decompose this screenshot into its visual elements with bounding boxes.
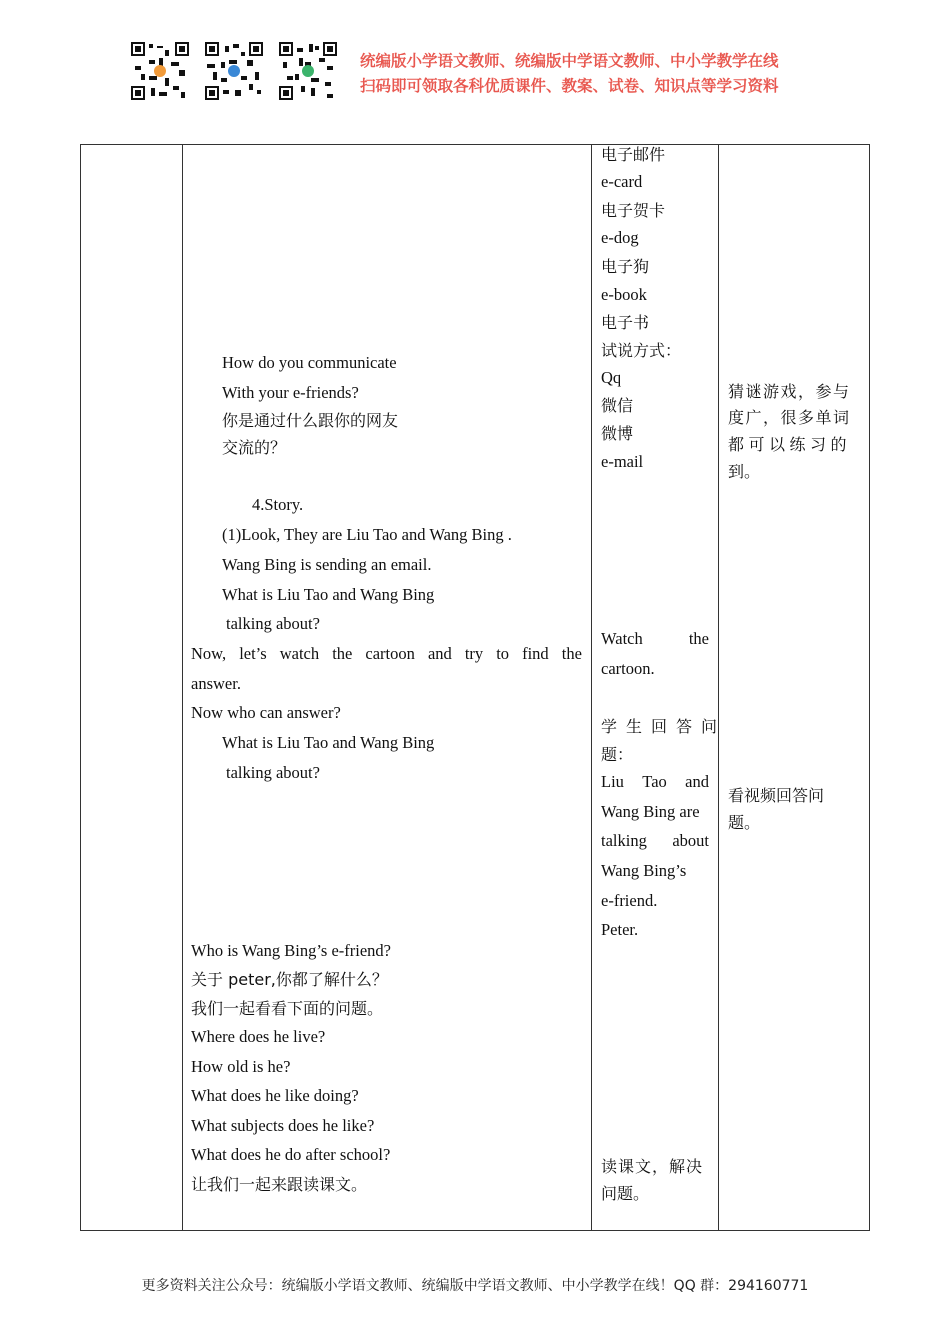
vocab-item: e-card <box>601 172 643 191</box>
question-line: 你是通过什么跟你的网友 <box>222 411 399 430</box>
student-activity: 读课文，解决 <box>601 1157 704 1176</box>
page-footer: 更多资料关注公众号：统编版小学语文教师、统编版中学语文教师、中小学教学在线！QQ 群：294160771 <box>141 1278 809 1294</box>
section-title: 4.Story. <box>252 495 304 514</box>
vocab-item: 电子邮件 <box>601 145 666 164</box>
question-line: What does he like doing? <box>191 1086 359 1105</box>
qr-code-icon <box>279 42 337 100</box>
design-note: 猜谜游戏，参与 <box>728 382 851 401</box>
design-note: 看视频回答问 <box>728 786 825 805</box>
student-activity: 问题。 <box>601 1184 650 1203</box>
word: and <box>427 644 452 663</box>
word: to <box>496 644 510 663</box>
word: about <box>672 831 709 850</box>
word: watch <box>279 644 320 663</box>
question-line: What subjects does he like? <box>191 1116 375 1135</box>
word: find <box>522 644 549 663</box>
word: Liu <box>601 772 624 791</box>
student-activity: 题： <box>601 745 634 764</box>
word: cartoon <box>365 644 415 663</box>
vocab-item: e-dog <box>601 228 639 247</box>
word: the <box>688 629 709 648</box>
vocab-item: 电子书 <box>601 313 650 332</box>
question-line: 交流的？ <box>222 438 287 457</box>
header-banner-line1: 统编版小学语文教师、统编版中学语文教师、中小学教学在线 <box>360 52 779 70</box>
vocab-item: e-book <box>601 285 647 304</box>
header-banner-line2: 扫码即可领取各科优质课件、教案、试卷、知识点等学习资料 <box>360 77 779 95</box>
design-note: 到。 <box>728 462 761 481</box>
word: Watch <box>601 629 643 648</box>
story-line: What is Liu Tao and Wang Bing <box>222 585 435 604</box>
vocab-item: 试说方式： <box>601 341 682 360</box>
word: let’s <box>239 644 267 663</box>
question-line: How do you communicate <box>222 353 397 372</box>
word: the <box>332 644 353 663</box>
story-line: talking about? <box>226 763 320 782</box>
student-activity <box>601 772 709 792</box>
word: try <box>464 644 484 663</box>
vocab-item: 微信 <box>601 396 634 415</box>
word: Tao <box>642 772 667 791</box>
vocab-item: e-mail <box>601 452 644 471</box>
story-line: Wang Bing is sending an email. <box>222 555 432 574</box>
story-line: What is Liu Tao and Wang Bing <box>222 733 435 752</box>
design-note: 题。 <box>728 813 761 832</box>
student-activity: Peter. <box>601 920 639 939</box>
story-line <box>191 644 582 664</box>
vocab-item: 电子贺卡 <box>601 201 666 220</box>
student-activity: e-friend. <box>601 891 658 910</box>
design-note: 都可以练习的 <box>728 435 852 454</box>
vocab-item: 微博 <box>601 424 634 443</box>
column-divider <box>591 145 592 1230</box>
vocab-item: 电子狗 <box>601 257 650 276</box>
word: and <box>685 772 709 791</box>
question-line: 关于 peter,你都了解什么？ <box>191 970 388 989</box>
story-line: answer. <box>191 674 241 693</box>
column-divider <box>718 145 719 1230</box>
word: talking <box>601 831 647 850</box>
question-line: Who is Wang Bing’s e-friend? <box>191 941 391 960</box>
story-line: (1)Look, They are Liu Tao and Wang Bing . <box>222 525 512 544</box>
student-activity: cartoon. <box>601 659 655 678</box>
question-line: With your e-friends? <box>222 383 359 402</box>
student-activity: Wang Bing’s <box>601 861 687 880</box>
qr-code-icon <box>205 42 263 100</box>
question-line: What does he do after school? <box>191 1145 391 1164</box>
student-activity: Wang Bing are <box>601 802 700 821</box>
student-activity: 学生回答问 <box>601 717 727 736</box>
design-note: 度广，很多单词 <box>728 408 851 427</box>
question-line: How old is he? <box>191 1057 291 1076</box>
question-line: 让我们一起来跟读课文。 <box>191 1175 368 1194</box>
story-line: talking about? <box>226 614 320 633</box>
vocab-item: Qq <box>601 368 622 387</box>
student-activity <box>601 629 709 649</box>
qr-code-icon <box>131 42 189 100</box>
student-activity <box>601 831 709 851</box>
column-divider <box>182 145 183 1230</box>
question-line: 我们一起看看下面的问题。 <box>191 999 384 1018</box>
word: the <box>561 644 582 663</box>
word: Now, <box>191 644 227 663</box>
story-line: Now who can answer? <box>191 703 341 722</box>
question-line: Where does he live? <box>191 1027 326 1046</box>
